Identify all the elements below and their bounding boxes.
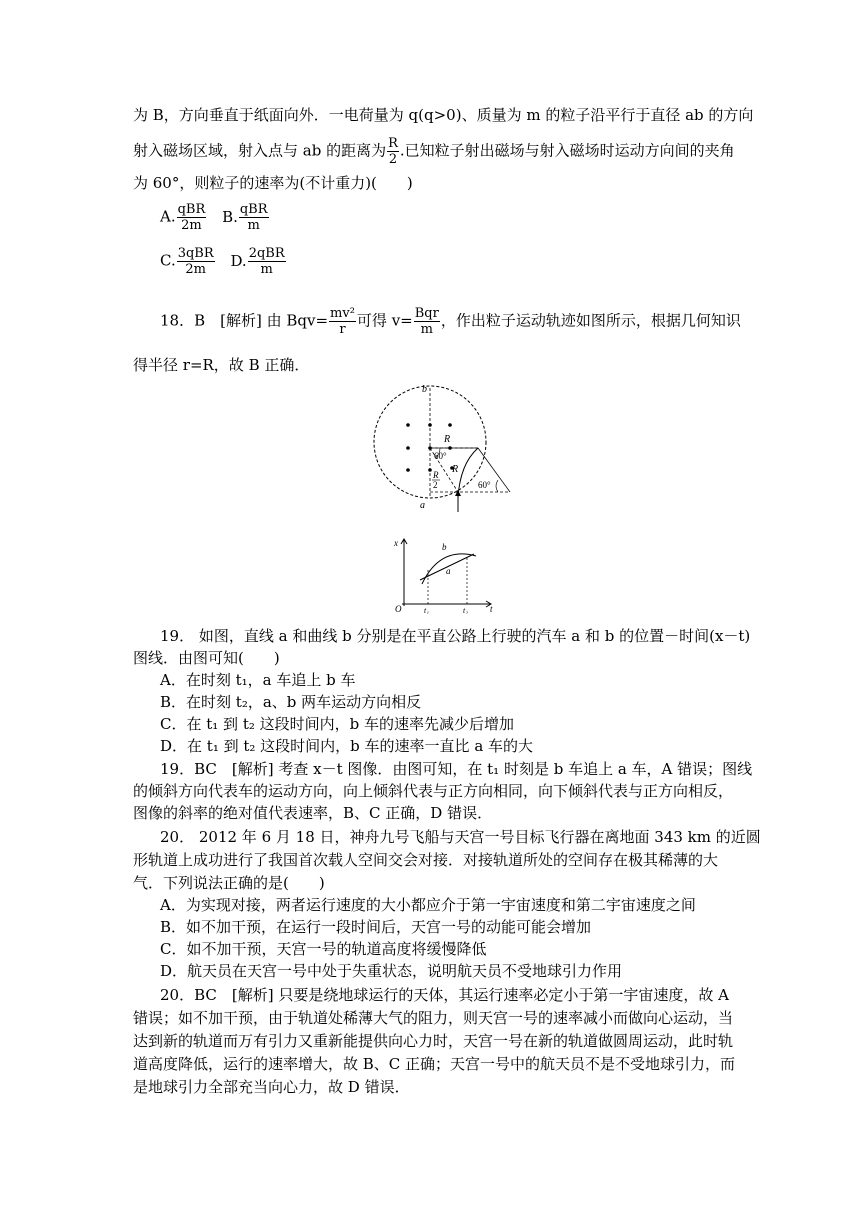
label-angle-1: 60° (434, 451, 447, 461)
fraction-denominator: r (339, 322, 346, 337)
field-dot (406, 468, 410, 472)
q20-option-b: B．如不加干预，在运行一段时间后，天宫一号的动能可能会增加 (160, 918, 592, 936)
fraction-denominator: m (420, 322, 433, 337)
option-a-label: A. (160, 207, 176, 226)
field-dot (406, 423, 410, 427)
label-angle-2: 60° (478, 480, 491, 490)
magnetic-field-figure (370, 380, 520, 520)
label-t-axis: t (490, 604, 493, 614)
q20-line-2: 形轨道上成功进行了我国首次载人空间交会对接．对接轨道所处的空间存在极其稀薄的大 (133, 851, 719, 869)
fraction-denominator: m (260, 262, 273, 277)
q20-answer-line-3: 达到新的轨道而万有引力又重新能提供向心力时，天宫一号在新的轨道做圆周运动，此时轨 (133, 1032, 734, 1050)
q17-options-ab (160, 202, 270, 233)
label-line-a: a (446, 566, 451, 576)
q17-distance-fraction (387, 136, 399, 167)
field-dot (428, 468, 432, 472)
label-half-den: 2 (433, 480, 438, 490)
option-c-label: C. (160, 251, 176, 270)
q19-option-c: C．在 t₁ 到 t₂ 这段时间内，b 车的速率先减少后增加 (160, 715, 515, 733)
q17-line-1: 为 B，方向垂直于纸面向外．一电荷量为 q(q>0)、质量为 m 的粒子沿平行于直径 ab 的方向 (133, 106, 754, 124)
q20-answer-line-5: 是地球引力全部充当向心力，故 D 错误． (133, 1078, 410, 1096)
a18-prefix: 18．B [解析] 由 Bqv= (160, 311, 329, 330)
label-r-side: R (452, 464, 459, 475)
label-half-num: R (433, 470, 439, 480)
entry-arrow (455, 490, 461, 496)
angle-arc-2 (496, 480, 498, 492)
a18-fraction-2 (414, 306, 440, 337)
q20-line-3: 气．下列说法正确的是( ) (133, 874, 325, 892)
q20-line-1: 20． 2012 年 6 月 18 日，神舟九号飞船与天宫一号目标飞行器在离地面 343 km 的近圆 (160, 828, 761, 846)
q20-option-a: A．为实现对接，两者运行速度的大小都应介于第一宇宙速度和第二宇宙速度之间 (160, 896, 696, 914)
fraction-numerator: 3qBR (177, 246, 214, 261)
option-c-fraction (177, 246, 215, 277)
label-t1: t₁ (424, 606, 430, 614)
q19-line-2: 图线．由图可知( ) (133, 649, 280, 667)
fraction-numerator: mv² (330, 306, 355, 321)
label-curve-b: b (442, 542, 447, 552)
q20-answer-line-2: 错误；如不加干预，由于轨道处稀薄大气的阻力，则天宫一号的速率减小而做向心运动，当 (133, 1009, 734, 1027)
option-d-fraction (248, 246, 286, 277)
a18-line-1 (160, 306, 741, 337)
q19-option-b: B．在时刻 t₂，a、b 两车运动方向相反 (160, 693, 422, 711)
option-b-fraction (239, 202, 269, 233)
option-d-label: D. (230, 251, 247, 270)
field-dot (448, 423, 452, 427)
fraction-numerator: Bqr (414, 306, 439, 321)
q19-option-d: D．在 t₁ 到 t₂ 这段时间内，b 车的速率一直比 a 车的大 (160, 737, 534, 755)
q19-answer-line-2: 的倾斜方向代表车的运动方向，向上倾斜代表与正方向相同，向下倾斜代表与正方向相反， (133, 782, 734, 800)
q19-line-1: 19． 如图，直线 a 和曲线 b 分别是在平直公路上行驶的汽车 a 和 b 的位置－时间(x－t) (160, 627, 751, 645)
q20-option-c: C．如不加干预，天宫一号的轨道高度将缓慢降低 (160, 940, 487, 958)
a18-fraction-1 (329, 306, 356, 337)
q17-line-2-text-a: 射入磁场区域，射入点与 ab 的距离为 (133, 141, 387, 160)
fraction-denominator: 2 (388, 152, 398, 167)
fraction-numerator: qBR (239, 202, 268, 217)
a18-mid: 可得 v= (356, 311, 413, 330)
field-dot (428, 423, 432, 427)
x-t-graph-figure (390, 536, 500, 614)
q17-line-3: 为 60°，则粒子的速率为(不计重力)( ) (133, 174, 413, 192)
q17-line-2 (133, 136, 735, 167)
q20-answer-line-1: 20．BC [解析] 只要是绕地球运行的天体，其运行速率必定小于第一宇宙速度，故 A (160, 986, 729, 1004)
label-b: b (422, 384, 427, 395)
label-a: a (420, 500, 425, 511)
a18-line-2: 得半径 r=R，故 B 正确． (133, 356, 310, 374)
particle-trajectory (458, 448, 478, 498)
option-a-fraction (177, 202, 207, 233)
q19-option-a: A．在时刻 t₁，a 车追上 b 车 (160, 671, 356, 689)
q17-line-2-text-b: .已知粒子射出磁场与射入磁场时运动方向间的夹角 (399, 141, 735, 160)
q20-answer-line-4: 道高度降低，运行的速率增大，故 B、C 正确；天宫一号中的航天员不是不受地球引力，而 (133, 1055, 736, 1073)
fraction-denominator: 2m (185, 262, 206, 277)
fraction-numerator: qBR (177, 202, 206, 217)
option-b-label: B. (222, 207, 238, 226)
label-x-axis: x (394, 538, 398, 548)
label-origin: O (395, 604, 402, 614)
label-t2: t₂ (463, 606, 469, 614)
q19-answer-line-3: 图像的斜率的绝对值代表速率，B、C 正确，D 错误． (133, 804, 493, 822)
q20-option-d: D．航天员在天宫一号中处于失重状态，说明航天员不受地球引力作用 (160, 962, 623, 980)
fraction-numerator: R (388, 136, 398, 151)
fraction-denominator: m (247, 218, 260, 233)
q17-options-cd (160, 246, 287, 277)
a18-suffix: ，作出粒子运动轨迹如图所示，根据几何知识 (440, 311, 741, 330)
fraction-numerator: 2qBR (248, 246, 285, 261)
field-dot (406, 446, 410, 450)
field-boundary-circle (374, 386, 486, 498)
fraction-denominator: 2m (181, 218, 202, 233)
q19-answer-line-1: 19．BC [解析] 考查 x－t 图像．由图可知，在 t₁ 时刻是 b 车追上 a 车，A 错误；图线 (160, 760, 753, 778)
label-r-top: R (444, 434, 451, 445)
